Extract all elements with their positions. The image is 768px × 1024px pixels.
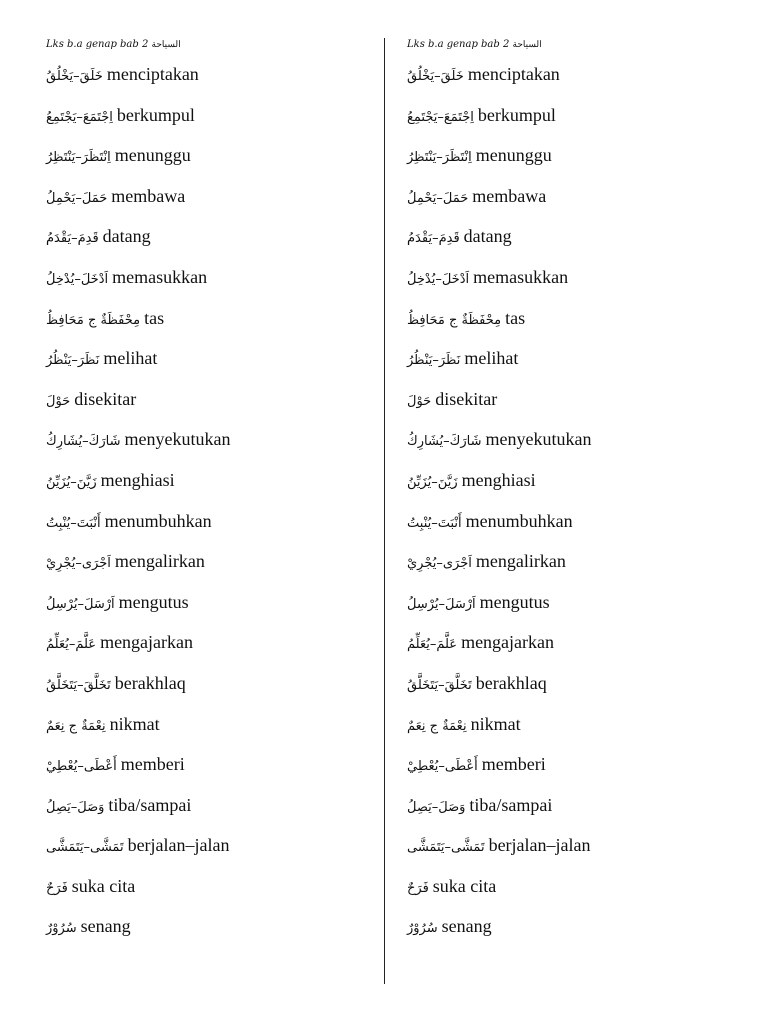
- vocab-arabic: حَمَلَ–يَحْمِلُ: [46, 190, 108, 206]
- vocab-list: [407, 54, 737, 947]
- vocab-meaning: menumbuhkan: [465, 510, 573, 531]
- vocab-row: [46, 501, 376, 542]
- vocab-meaning: senang: [80, 916, 131, 937]
- vocab-arabic: أَعْطَى–يُعْطِيْ: [46, 759, 117, 775]
- vocab-meaning: berkumpul: [477, 104, 556, 125]
- vocab-arabic: قَدِمَ–يَقْدَمُ: [46, 231, 99, 247]
- vocab-arabic: سُرُوْرٌ: [407, 921, 438, 937]
- vocab-meaning: mengutus: [479, 591, 550, 612]
- vocab-meaning: tas: [505, 307, 526, 328]
- vocab-arabic: أَعْطَى–يُعْطِيْ: [407, 759, 478, 775]
- vocab-arabic: شَارَكَ–يُشَارِكُ: [46, 434, 121, 450]
- header-title: Lks b.a genap bab 2: [46, 39, 149, 50]
- vocab-row: [407, 866, 737, 907]
- vocab-row: [46, 257, 376, 298]
- column-header: [46, 36, 376, 54]
- vocab-row: [46, 906, 376, 947]
- vocab-arabic: زَيَّنَ–يُزَيِّنُ: [46, 474, 97, 490]
- vocab-row: [407, 501, 737, 542]
- vocab-meaning: menghiasi: [100, 469, 175, 490]
- vocab-arabic: اَجْرَى–يُجْرِيْ: [46, 556, 111, 572]
- vocab-row: [407, 582, 737, 623]
- vocab-row: [46, 704, 376, 745]
- vocab-row: [46, 744, 376, 785]
- vocab-row: [407, 95, 737, 136]
- vocab-row: [407, 744, 737, 785]
- vocab-arabic: تَمَشَّى–يَتَمَشَّى: [46, 840, 124, 856]
- vocab-arabic: زَيَّنَ–يُزَيِّنُ: [407, 474, 458, 490]
- vocab-meaning: memberi: [481, 754, 546, 775]
- vocab-meaning: tiba/sampai: [469, 794, 553, 815]
- vocab-arabic: عَلَّمَ–يُعَلِّمُ: [407, 637, 458, 653]
- vocab-meaning: senang: [441, 916, 492, 937]
- vocab-row: [46, 419, 376, 460]
- vocab-arabic: اَجْرَى–يُجْرِيْ: [407, 556, 472, 572]
- vocab-meaning: menyekutukan: [124, 429, 231, 450]
- vocab-arabic: اَرْسَلَ–يُرْسِلُ: [407, 596, 476, 612]
- vocab-row: [407, 825, 737, 866]
- vocab-meaning: mengajarkan: [461, 632, 555, 653]
- vocab-meaning: menunggu: [475, 145, 552, 166]
- vocab-meaning: nikmat: [470, 713, 521, 734]
- vocab-arabic: اِجْتَمَعَ–يَجْتَمِعُ: [407, 109, 474, 125]
- vocab-arabic: وَصَلَ–يَصِلُ: [46, 799, 105, 815]
- column-divider: [384, 38, 385, 984]
- vocab-row: [407, 419, 737, 460]
- vocab-row: [407, 460, 737, 501]
- vocab-row: [46, 582, 376, 623]
- vocab-meaning: menumbuhkan: [104, 510, 212, 531]
- vocab-row: [407, 338, 737, 379]
- vocab-meaning: disekitar: [74, 388, 137, 409]
- vocab-meaning: mengalirkan: [114, 551, 205, 572]
- vocab-arabic: اِجْتَمَعَ–يَجْتَمِعُ: [46, 109, 113, 125]
- vocab-arabic: وَصَلَ–يَصِلُ: [407, 799, 466, 815]
- vocab-row: [46, 622, 376, 663]
- header-subject-arabic: السياحة: [151, 40, 181, 50]
- vocab-meaning: berkumpul: [116, 104, 195, 125]
- vocab-meaning: tiba/sampai: [108, 794, 192, 815]
- vocab-meaning: disekitar: [435, 388, 498, 409]
- vocab-row: [407, 541, 737, 582]
- vocab-meaning: berjalan–jalan: [127, 835, 230, 856]
- vocab-arabic: أَنْبَتَ–يُنْبِتُ: [46, 515, 101, 531]
- vocab-meaning: membawa: [472, 185, 547, 206]
- vocab-row: [407, 54, 737, 95]
- vocab-arabic: قَدِمَ–يَقْدَمُ: [407, 231, 460, 247]
- vocab-arabic: مِحْفَظَةٌ ج مَحَافِظُ: [407, 312, 502, 328]
- vocab-meaning: menciptakan: [106, 64, 199, 84]
- vocab-meaning: memasukkan: [473, 266, 569, 287]
- vocab-row: [407, 663, 737, 704]
- vocab-arabic: فَرَحٌ: [46, 880, 68, 896]
- vocab-row: [46, 825, 376, 866]
- vocab-arabic: تَخَلَّقَ–يَتَخَلَّقُ: [46, 677, 111, 693]
- vocab-arabic: حَمَلَ–يَحْمِلُ: [407, 190, 469, 206]
- vocab-meaning: menghiasi: [461, 469, 536, 490]
- vocab-row: [407, 906, 737, 947]
- vocab-meaning: memberi: [120, 754, 185, 775]
- vocab-arabic: خَلَقَ–يَخْلُقُ: [407, 69, 464, 84]
- column-header: [407, 36, 737, 54]
- vocab-row: [46, 298, 376, 339]
- vocab-arabic: نَظَرَ–يَنْظُرُ: [407, 353, 461, 369]
- vocab-arabic: حَوْلَ: [46, 393, 71, 409]
- vocab-row: [46, 785, 376, 826]
- vocab-arabic: اَرْسَلَ–يُرْسِلُ: [46, 596, 115, 612]
- vocab-row: [407, 135, 737, 176]
- vocab-arabic: اِنْتَظَرَ–يَنْتَظِرُ: [407, 150, 472, 166]
- header-subject-arabic: السياحة: [512, 40, 542, 50]
- vocab-arabic: خَلَقَ–يَخْلُقُ: [46, 69, 103, 84]
- vocab-meaning: mengajarkan: [100, 632, 194, 653]
- vocab-meaning: berakhlaq: [114, 672, 186, 693]
- vocab-meaning: datang: [102, 226, 151, 247]
- vocab-arabic: سُرُوْرٌ: [46, 921, 77, 937]
- vocab-row: [407, 257, 737, 298]
- vocab-meaning: datang: [463, 226, 512, 247]
- vocab-row: [46, 338, 376, 379]
- vocab-meaning: menyekutukan: [485, 429, 592, 450]
- vocab-meaning: mengalirkan: [475, 551, 566, 572]
- vocab-row: [46, 541, 376, 582]
- header-title: Lks b.a genap bab 2: [407, 39, 510, 50]
- vocab-row: [46, 176, 376, 217]
- left-column: [46, 36, 376, 947]
- vocab-meaning: menciptakan: [467, 64, 560, 84]
- vocab-arabic: فَرَحٌ: [407, 880, 429, 896]
- vocab-arabic: نِعْمَةٌ ج نِعَمٌ: [46, 718, 106, 734]
- vocab-meaning: memasukkan: [112, 266, 208, 287]
- vocab-meaning: tas: [144, 307, 165, 328]
- vocab-arabic: شَارَكَ–يُشَارِكُ: [407, 434, 482, 450]
- vocab-row: [407, 379, 737, 420]
- vocab-arabic: اَدْخَلَ–يُدْخِلُ: [46, 271, 109, 287]
- vocab-row: [46, 54, 376, 95]
- vocab-row: [407, 622, 737, 663]
- vocab-meaning: menunggu: [114, 145, 191, 166]
- vocab-row: [46, 663, 376, 704]
- vocab-list: [46, 54, 376, 947]
- vocab-meaning: nikmat: [109, 713, 160, 734]
- vocab-row: [46, 460, 376, 501]
- vocab-arabic: اِنْتَظَرَ–يَنْتَظِرُ: [46, 150, 111, 166]
- vocab-row: [407, 704, 737, 745]
- vocab-row: [407, 176, 737, 217]
- vocab-arabic: نَظَرَ–يَنْظُرُ: [46, 353, 100, 369]
- vocab-arabic: تَخَلَّقَ–يَتَخَلَّقُ: [407, 677, 472, 693]
- vocab-meaning: melihat: [464, 348, 519, 369]
- vocab-meaning: suka cita: [432, 875, 497, 896]
- vocab-row: [46, 135, 376, 176]
- vocab-meaning: suka cita: [71, 875, 136, 896]
- vocab-meaning: mengutus: [118, 591, 189, 612]
- vocab-meaning: melihat: [103, 348, 158, 369]
- vocab-arabic: مِحْفَظَةٌ ج مَحَافِظُ: [46, 312, 141, 328]
- vocab-row: [46, 866, 376, 907]
- vocab-arabic: عَلَّمَ–يُعَلِّمُ: [46, 637, 97, 653]
- vocab-row: [407, 298, 737, 339]
- vocab-row: [46, 379, 376, 420]
- vocab-meaning: berjalan–jalan: [488, 835, 591, 856]
- vocab-row: [46, 216, 376, 257]
- vocab-row: [407, 216, 737, 257]
- vocab-arabic: تَمَشَّى–يَتَمَشَّى: [407, 840, 485, 856]
- vocab-arabic: أَنْبَتَ–يُنْبِتُ: [407, 515, 462, 531]
- vocab-row: [46, 95, 376, 136]
- vocab-arabic: حَوْلَ: [407, 393, 432, 409]
- right-column: [407, 36, 737, 947]
- vocab-arabic: نِعْمَةٌ ج نِعَمٌ: [407, 718, 467, 734]
- vocab-meaning: berakhlaq: [475, 672, 547, 693]
- vocab-arabic: اَدْخَلَ–يُدْخِلُ: [407, 271, 470, 287]
- vocab-row: [407, 785, 737, 826]
- vocab-meaning: membawa: [111, 185, 186, 206]
